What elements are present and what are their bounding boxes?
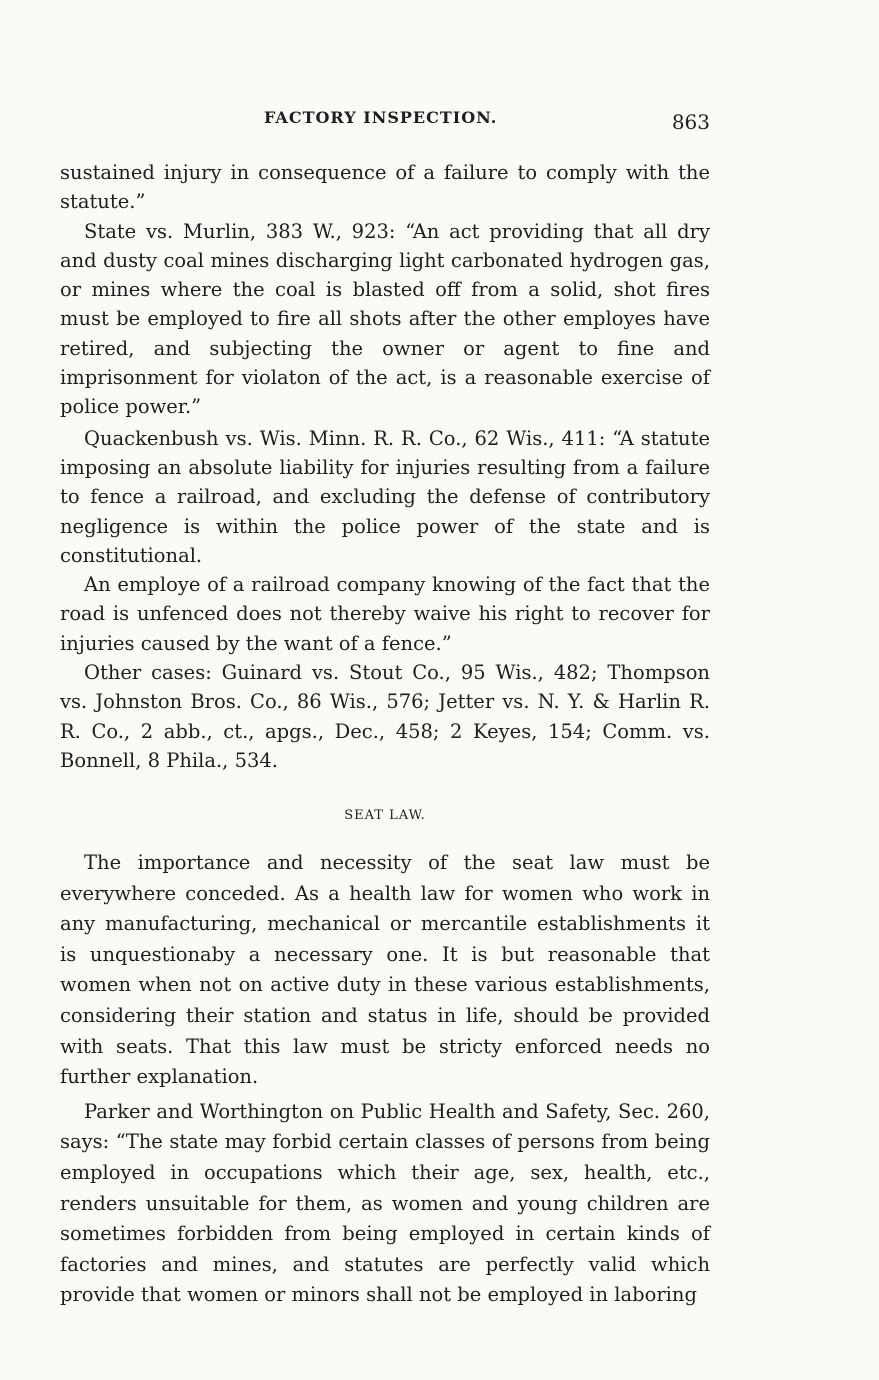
seat-law-text: [60, 848, 710, 1311]
paragraph-quackenbush: Quackenbush vs. Wis. Minn. R. R. Co., 62 Wis., 411: “A statute imposing an absolute liability for injuries resulting from a failure to fence a railroad, and excluding the defense of contributory negligence is within the police power of the state and is constitutional.: [60, 426, 710, 567]
paragraph-parker-worthington: Parker and Worthington on Public Health and Safety, Sec. 260, says: “The state may forbid certain classes of persons from being employed in occupations which their age, sex, health, etc., renders unsuitable for them, as women and young children are sometimes forbidden from being employed in certain kinds of factories and mines, and statutes are perfectly valid which provide that women or minors shall not be employed in laboring: [60, 1099, 710, 1307]
page-header: [60, 104, 710, 140]
running-title: FACTORY INSPECTION.: [264, 108, 498, 127]
page-number: 863: [671, 110, 710, 134]
body-text: [60, 158, 710, 775]
paragraph-state-vs-murlin: State vs. Murlin, 383 W., 923: “An act providing that all dry and dusty coal mines discharging light carbonated hydrogen gas, or mines where the coal is blasted off from a solid, shot fires must be employed to fire all shots after the other employes have retired, and subjecting the owner or agent to fine and imprisonment for violaton of the act, is a reasonable exercise of police power.”: [60, 219, 710, 419]
paragraph-continuation: sustained injury in consequence of a failure to comply with the statute.”: [60, 161, 710, 214]
section-heading-seat-law: SEAT LAW.: [344, 808, 426, 823]
paragraph-seat-law-importance: The importance and necessity of the seat law must be everywhere conceded. As a health law for women who work in any manufacturing, mechanical or mercantile establishments it is unquestionaby a necessary one. It is but reasonable that women when not on active duty in these various establishments, considering their station and status in life, should be provided with seats. That this law must be stricty enforced needs no further explanation.: [60, 851, 710, 1089]
paragraph-other-cases: Other cases: Guinard vs. Stout Co., 95 Wis., 482; Thompson vs. Johnston Bros. Co., 86 Wis., 576; Jetter vs. N. Y. & Harlin R. R. Co., 2 abb., ct., apgs., Dec., 458; 2 Keyes, 154; Comm. vs. Bonnell, 8 Phila., 534.: [60, 661, 710, 772]
paragraph-railroad-employe: An employe of a railroad company knowing of the fact that the road is unfenced does not thereby waive his right to recover for injuries caused by the want of a fence.”: [60, 573, 710, 655]
